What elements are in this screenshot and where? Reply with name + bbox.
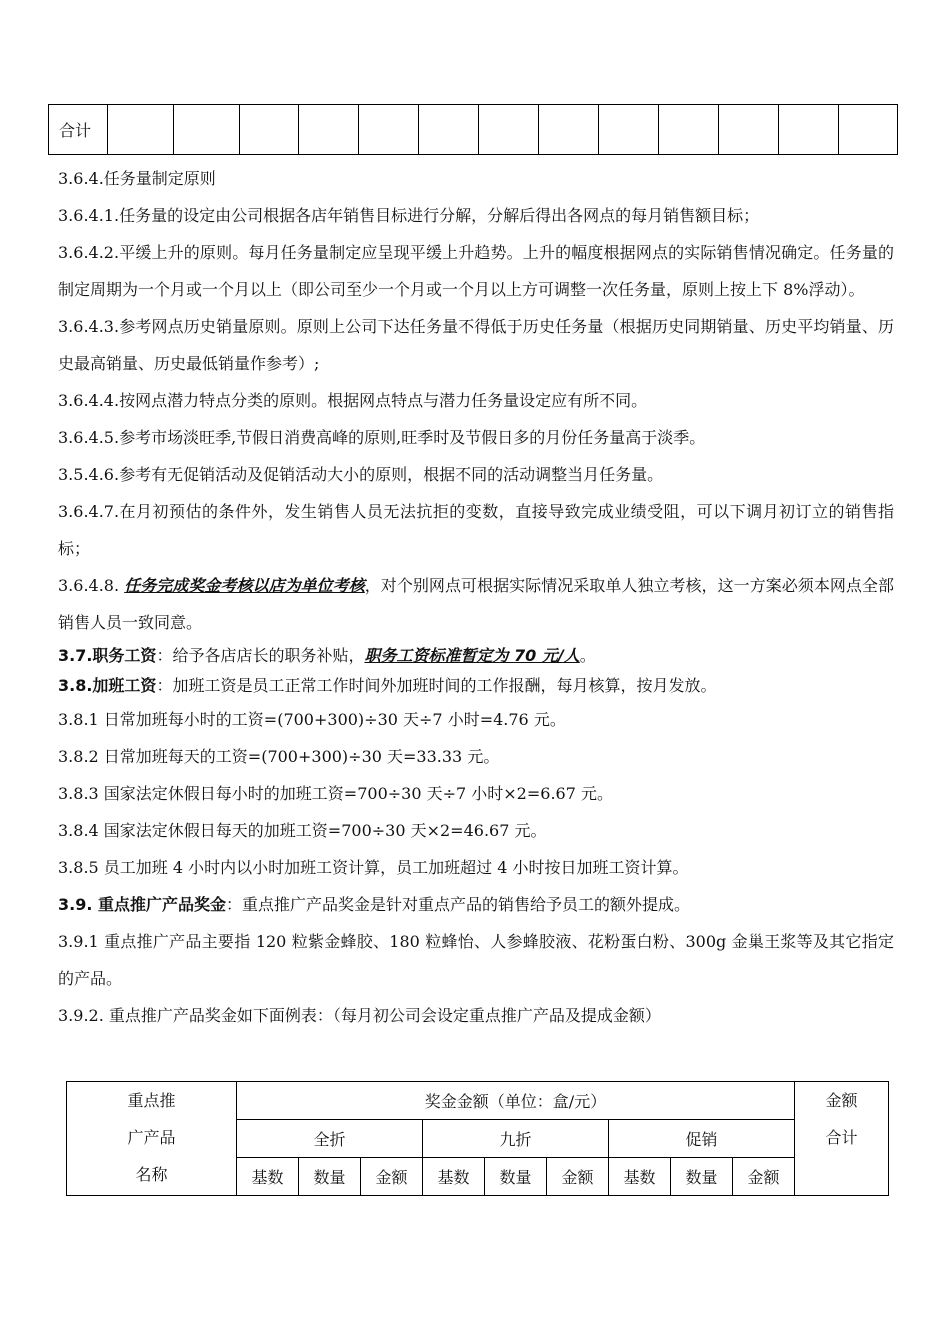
sub-header: 基数 — [237, 1158, 299, 1196]
total-amount-header — [795, 1082, 889, 1196]
overtime-item: 3.8.2 日常加班每天的工资=(700+300)÷30 天=33.33 元。 — [58, 747, 500, 766]
header-line: 名称 — [135, 1165, 168, 1184]
bonus-table — [66, 1081, 889, 1196]
paragraph: 3.6.4.4.按网点潜力特点分类的原则。根据网点特点与潜力任务量设定应有所不同。 — [58, 391, 648, 410]
overtime-item: 3.8.4 国家法定休假日每天的加班工资=700÷30 天×2=46.67 元。 — [58, 821, 547, 840]
product-name-header — [67, 1082, 237, 1196]
emphasis-text: 职务工资标准暂定为 70 元/人 — [364, 646, 580, 665]
paragraph-tail: 。 — [579, 646, 596, 665]
header-line: 合计 — [825, 1128, 858, 1147]
paragraph-body: ：加班工资是员工正常工作时间外加班时间的工作报酬，每月核算，按月发放。 — [156, 676, 717, 695]
top-summary-table — [48, 104, 898, 155]
group-header: 全折 — [237, 1120, 423, 1158]
table-cell — [174, 105, 240, 155]
overtime-item: 3.8.5 员工加班 4 小时内以小时加班工资计算，员工加班超过 4 小时按日加班工资计算。 — [58, 858, 689, 877]
overtime-item: 3.8.3 国家法定休假日每小时的加班工资=700÷30 天÷7 小时×2=6.67 元。 — [58, 784, 613, 803]
table-cell — [839, 105, 898, 155]
table-cell — [599, 105, 659, 155]
table-row — [67, 1082, 889, 1120]
sub-header: 基数 — [609, 1158, 671, 1196]
paragraph-39 — [58, 886, 894, 923]
paragraph: 3.6.4.1.任务量的设定由公司根据各店年销售目标进行分解，分解后得出各网点的每月销售额目标； — [58, 206, 760, 225]
section-heading: 3.6.4.任务量制定原则 — [58, 169, 216, 188]
sub-header: 金额 — [361, 1158, 423, 1196]
paragraph-38 — [58, 671, 894, 701]
sub-header: 数量 — [671, 1158, 733, 1196]
paragraph-3648 — [58, 567, 894, 641]
group-header: 促销 — [609, 1120, 795, 1158]
paragraph-37 — [58, 641, 894, 671]
paragraph-prefix: 3.6.4.8. — [58, 576, 125, 595]
table-cell — [240, 105, 299, 155]
table-cell — [779, 105, 839, 155]
header-line: 重点推 — [127, 1091, 176, 1110]
table-cell — [108, 105, 174, 155]
sub-header: 数量 — [299, 1158, 361, 1196]
emphasis-text: 任务完成奖金考核以店为单位考核 — [124, 576, 365, 595]
paragraph: 3.9.1 重点推广产品主要指 120 粒紫金蜂胶、180 粒蜂怡、人参蜂胶液、花粉蛋白粉、300g 金巢王浆等及其它指定的产品。 — [58, 932, 894, 988]
paragraph: 3.6.4.3.参考网点历史销量原则。原则上公司下达任务量不得低于历史任务量（根据历史同期销量、历史平均销量、历史最高销量、历史最低销量作参考）; — [58, 317, 894, 373]
paragraph-body: ：重点推广产品奖金是针对重点产品的销售给予员工的额外提成。 — [226, 895, 691, 914]
sub-header: 基数 — [423, 1158, 485, 1196]
table-cell — [659, 105, 719, 155]
table-cell — [719, 105, 779, 155]
bold-heading: 3.9. 重点推广产品奖金 — [58, 895, 226, 914]
paragraph: 3.5.4.6.参考有无促销活动及促销活动大小的原则，根据不同的活动调整当月任务量。 — [58, 465, 664, 484]
table-cell — [299, 105, 359, 155]
header-line: 广产品 — [127, 1128, 176, 1147]
paragraph-rest: ，对个别网点可根据实际情况采取单人独立考核，这一方案必须本网点全部销售人员一致同意。 — [58, 576, 894, 632]
bonus-amount-header: 奖金金额（单位：盒/元） — [237, 1082, 795, 1120]
group-header: 九折 — [423, 1120, 609, 1158]
table-row — [49, 105, 898, 155]
sub-header: 数量 — [485, 1158, 547, 1196]
paragraph: 3.6.4.2.平缓上升的原则。每月任务量制定应呈现平缓上升趋势。上升的幅度根据网点的实际销售情况确定。任务量的制定周期为一个月或一个月以上（即公司至少一个月或一个月以上方可调整一次任务量，原则上按上下 8%浮动）。 — [58, 243, 894, 299]
document-body — [58, 160, 894, 1034]
table-cell — [479, 105, 539, 155]
header-line: 金额 — [825, 1091, 858, 1110]
paragraph: 3.6.4.7.在月初预估的条件外，发生销售人员无法抗拒的变数，直接导致完成业绩受阻，可以下调月初订立的销售指标； — [58, 502, 894, 558]
paragraph-body: ：给予各店店长的职务补贴， — [156, 646, 365, 665]
overtime-item: 3.8.1 日常加班每小时的工资=(700+300)÷30 天÷7 小时=4.76 元。 — [58, 710, 566, 729]
bold-heading: 3.7.职务工资 — [58, 646, 157, 665]
paragraph: 3.9.2. 重点推广产品奖金如下面例表：（每月初公司会设定重点推广产品及提成金额） — [58, 1006, 661, 1025]
sub-header: 金额 — [733, 1158, 795, 1196]
total-label-cell: 合计 — [49, 105, 108, 155]
table-cell — [359, 105, 419, 155]
table-cell — [419, 105, 479, 155]
sub-header: 金额 — [547, 1158, 609, 1196]
table-cell — [539, 105, 599, 155]
paragraph: 3.6.4.5.参考市场淡旺季,节假日消费高峰的原则,旺季时及节假日多的月份任务量高于淡季。 — [58, 428, 706, 447]
bold-heading: 3.8.加班工资 — [58, 676, 157, 695]
